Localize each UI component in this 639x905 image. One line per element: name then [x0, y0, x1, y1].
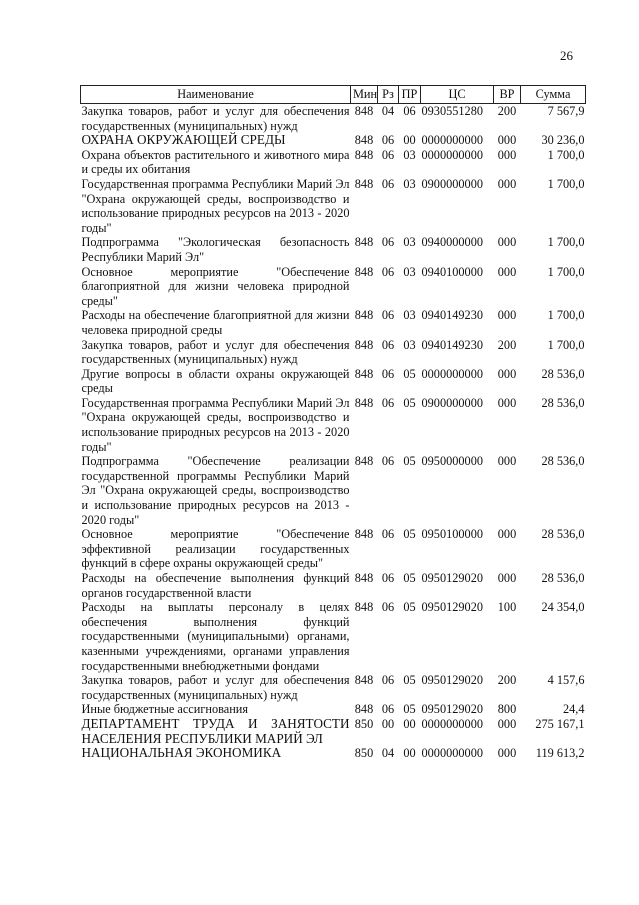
table-body	[81, 104, 586, 761]
cell-sum: 28 536,0	[541, 454, 585, 469]
cell-cs: 0950129020	[421, 571, 483, 585]
cell-cs: 0000000000	[421, 366, 483, 381]
cell-rz: 06	[381, 147, 395, 162]
cell-min: 848	[354, 454, 374, 469]
cell-name: Расходы на обеспечение благоприятной для жизни человека природной среды	[81, 308, 350, 337]
cell-rz: 06	[381, 527, 395, 542]
table-row	[81, 148, 586, 177]
table-row	[81, 717, 586, 746]
budget-table	[80, 85, 586, 761]
cell-name: Государственная программа Республики Марий Эл "Охрана окружающей среды, воспроизводство и использование природных ресурсов на 2013 - 2020 годы"	[81, 176, 350, 235]
cell-sum: 1 700,0	[547, 235, 585, 250]
cell-rz: 06	[381, 600, 395, 615]
cell-pr: 05	[403, 366, 416, 381]
cell-name: Основное мероприятие "Обеспечение благоприятной для жизни человека природной среды"	[81, 264, 350, 308]
cell-cs: 0950000000	[421, 454, 483, 469]
cell-name: Основное мероприятие "Обеспечение эффективной реализации государственных функций в сфере охраны окружающей среды"	[81, 527, 350, 571]
cell-pr: 05	[403, 395, 416, 410]
cell-rz: 06	[381, 702, 395, 717]
cell-pr: 00	[403, 133, 416, 148]
table-row	[81, 746, 586, 761]
cell-sum: 1 700,0	[547, 308, 585, 323]
cell-min: 848	[354, 337, 374, 352]
cell-vr: 000	[497, 527, 517, 542]
cell-pr: 03	[403, 147, 416, 162]
table-row	[81, 133, 586, 148]
cell-vr: 200	[497, 337, 517, 352]
cell-min: 848	[354, 702, 374, 717]
cell-sum: 1 700,0	[547, 176, 585, 191]
cell-cs: 0000000000	[421, 716, 483, 731]
table-header-row	[81, 86, 586, 104]
cell-cs: 0940149230	[421, 308, 483, 323]
cell-min: 848	[354, 133, 374, 148]
table-row	[81, 367, 586, 396]
table-row	[81, 702, 586, 717]
cell-sum: 24,4	[562, 702, 585, 717]
cell-vr: 000	[497, 147, 517, 162]
cell-vr: 000	[497, 235, 517, 250]
column-header-cs: ЦС	[421, 86, 494, 104]
cell-min: 848	[354, 600, 374, 615]
cell-rz: 06	[381, 308, 395, 323]
cell-cs: 0950129020	[421, 702, 483, 717]
cell-vr: 000	[497, 746, 517, 761]
cell-cs: 0000000000	[421, 746, 483, 761]
cell-name: НАЦИОНАЛЬНАЯ ЭКОНОМИКА	[81, 745, 282, 761]
table-row	[81, 396, 586, 454]
cell-sum: 7 567,9	[547, 104, 585, 118]
cell-min: 848	[354, 395, 374, 410]
cell-cs: 0940149230	[421, 337, 483, 352]
cell-cs: 0900000000	[421, 176, 483, 191]
cell-cs: 0900000000	[421, 395, 483, 410]
cell-sum: 275 167,1	[535, 716, 585, 731]
cell-cs: 0950129020	[421, 600, 483, 615]
column-header-min: Мин	[351, 86, 378, 104]
cell-min: 848	[354, 571, 374, 585]
cell-min: 850	[354, 716, 374, 731]
cell-cs: 0950129020	[421, 673, 483, 688]
cell-pr: 00	[403, 716, 416, 731]
cell-pr: 05	[403, 454, 416, 469]
cell-name: Охрана объектов растительного и животного мира и среды их обитания	[81, 147, 350, 177]
cell-cs: 0930551280	[421, 104, 483, 118]
cell-min: 848	[354, 147, 374, 162]
cell-rz: 06	[381, 366, 395, 381]
cell-cs: 0000000000	[421, 133, 483, 148]
cell-rz: 06	[381, 133, 395, 148]
cell-min: 848	[354, 104, 374, 118]
cell-pr: 05	[403, 600, 416, 615]
cell-vr: 000	[497, 366, 517, 381]
column-header-sum: Сумма	[521, 86, 586, 104]
cell-vr: 000	[497, 571, 517, 585]
cell-name: Расходы на выплаты персоналу в целях обеспечения выполнения функций государственными (муниципальными) органами, казенными учреждениями, органами управления государственными внебюджетными фондами	[81, 600, 350, 673]
table-row	[81, 104, 586, 134]
cell-sum: 28 536,0	[541, 366, 585, 381]
cell-min: 848	[354, 264, 374, 279]
cell-sum: 4 157,6	[547, 673, 585, 688]
cell-rz: 06	[381, 264, 395, 279]
cell-pr: 05	[403, 571, 416, 585]
cell-min: 850	[354, 746, 374, 761]
cell-cs: 0940100000	[421, 264, 483, 279]
cell-sum: 24 354,0	[541, 600, 585, 615]
table-row	[81, 673, 586, 702]
cell-pr: 03	[403, 235, 416, 250]
cell-rz: 04	[381, 104, 395, 118]
cell-sum: 1 700,0	[547, 147, 585, 162]
cell-pr: 00	[403, 746, 416, 761]
table-row	[81, 265, 586, 309]
table-row	[81, 454, 586, 527]
table-row	[81, 600, 586, 673]
cell-pr: 05	[403, 527, 416, 542]
cell-sum: 30 236,0	[541, 133, 585, 148]
cell-min: 848	[354, 176, 374, 191]
cell-name: Закупка товаров, работ и услуг для обеспечения государственных (муниципальных) нужд	[81, 337, 350, 367]
cell-rz: 00	[381, 716, 395, 731]
cell-cs: 0950100000	[421, 527, 483, 542]
cell-sum: 119 613,2	[535, 746, 585, 761]
cell-name: ДЕПАРТАМЕНТ ТРУДА И ЗАНЯТОСТИ НАСЕЛЕНИЯ РЕСПУБЛИКИ МАРИЙ ЭЛ	[81, 715, 350, 746]
cell-vr: 000	[497, 716, 517, 731]
cell-min: 848	[354, 527, 374, 542]
cell-name: ОХРАНА ОКРУЖАЮЩЕЙ СРЕДЫ	[81, 132, 286, 148]
cell-sum: 28 536,0	[541, 527, 585, 542]
cell-vr: 200	[497, 673, 517, 688]
cell-sum: 28 536,0	[541, 395, 585, 410]
cell-vr: 000	[497, 176, 517, 191]
table-row	[81, 571, 586, 600]
cell-rz: 04	[381, 746, 395, 761]
cell-vr: 000	[497, 264, 517, 279]
cell-pr: 03	[403, 337, 416, 352]
cell-name: Иные бюджетные ассигнования	[81, 702, 249, 717]
cell-rz: 06	[381, 395, 395, 410]
cell-vr: 800	[497, 702, 517, 717]
table-row	[81, 338, 586, 367]
cell-sum: 1 700,0	[547, 337, 585, 352]
cell-pr: 06	[403, 104, 416, 118]
table-row	[81, 527, 586, 571]
cell-min: 848	[354, 366, 374, 381]
cell-name: Расходы на обеспечение выполнения функций органов государственной власти	[81, 571, 350, 600]
page-number: 26	[560, 48, 573, 63]
cell-rz: 06	[381, 337, 395, 352]
cell-name: Подпрограмма "Экологическая безопасность Республики Марий Эл"	[81, 235, 350, 264]
cell-name: Другие вопросы в области охраны окружающей среды	[81, 366, 350, 396]
cell-vr: 000	[497, 133, 517, 148]
cell-pr: 03	[403, 176, 416, 191]
cell-name: Закупка товаров, работ и услуг для обеспечения государственных (муниципальных) нужд	[81, 673, 350, 702]
cell-min: 848	[354, 673, 374, 688]
cell-rz: 06	[381, 454, 395, 469]
cell-vr: 200	[497, 104, 517, 118]
cell-min: 848	[354, 235, 374, 250]
cell-vr: 000	[497, 454, 517, 469]
cell-rz: 06	[381, 571, 395, 585]
cell-pr: 05	[403, 702, 416, 717]
cell-min: 848	[354, 308, 374, 323]
cell-cs: 0940000000	[421, 235, 483, 250]
table-row	[81, 308, 586, 337]
cell-vr: 100	[497, 600, 517, 615]
cell-vr: 000	[497, 308, 517, 323]
cell-vr: 000	[497, 395, 517, 410]
cell-pr: 03	[403, 308, 416, 323]
cell-sum: 28 536,0	[541, 571, 585, 585]
cell-sum: 1 700,0	[547, 264, 585, 279]
cell-name: Закупка товаров, работ и услуг для обеспечения государственных (муниципальных) нужд	[81, 104, 350, 133]
column-header-rz: Рз	[378, 86, 399, 104]
column-header-name: Наименование	[81, 86, 351, 104]
column-header-pr: ПР	[399, 86, 421, 104]
cell-rz: 06	[381, 673, 395, 688]
cell-name: Государственная программа Республики Марий Эл "Охрана окружающей среды, воспроизводство и использование природных ресурсов на 2013 - 2020 годы"	[81, 395, 350, 454]
cell-rz: 06	[381, 176, 395, 191]
table-row	[81, 177, 586, 235]
cell-pr: 03	[403, 264, 416, 279]
cell-name: Подпрограмма "Обеспечение реализации государственной программы Республики Марий Эл "Охрана окружающей среды, воспроизводство и использование природных ресурсов на 2013 - 2020 годы"	[81, 454, 350, 527]
cell-cs: 0000000000	[421, 147, 483, 162]
cell-pr: 05	[403, 673, 416, 688]
cell-rz: 06	[381, 235, 395, 250]
column-header-vr: ВР	[494, 86, 521, 104]
table-row	[81, 235, 586, 264]
